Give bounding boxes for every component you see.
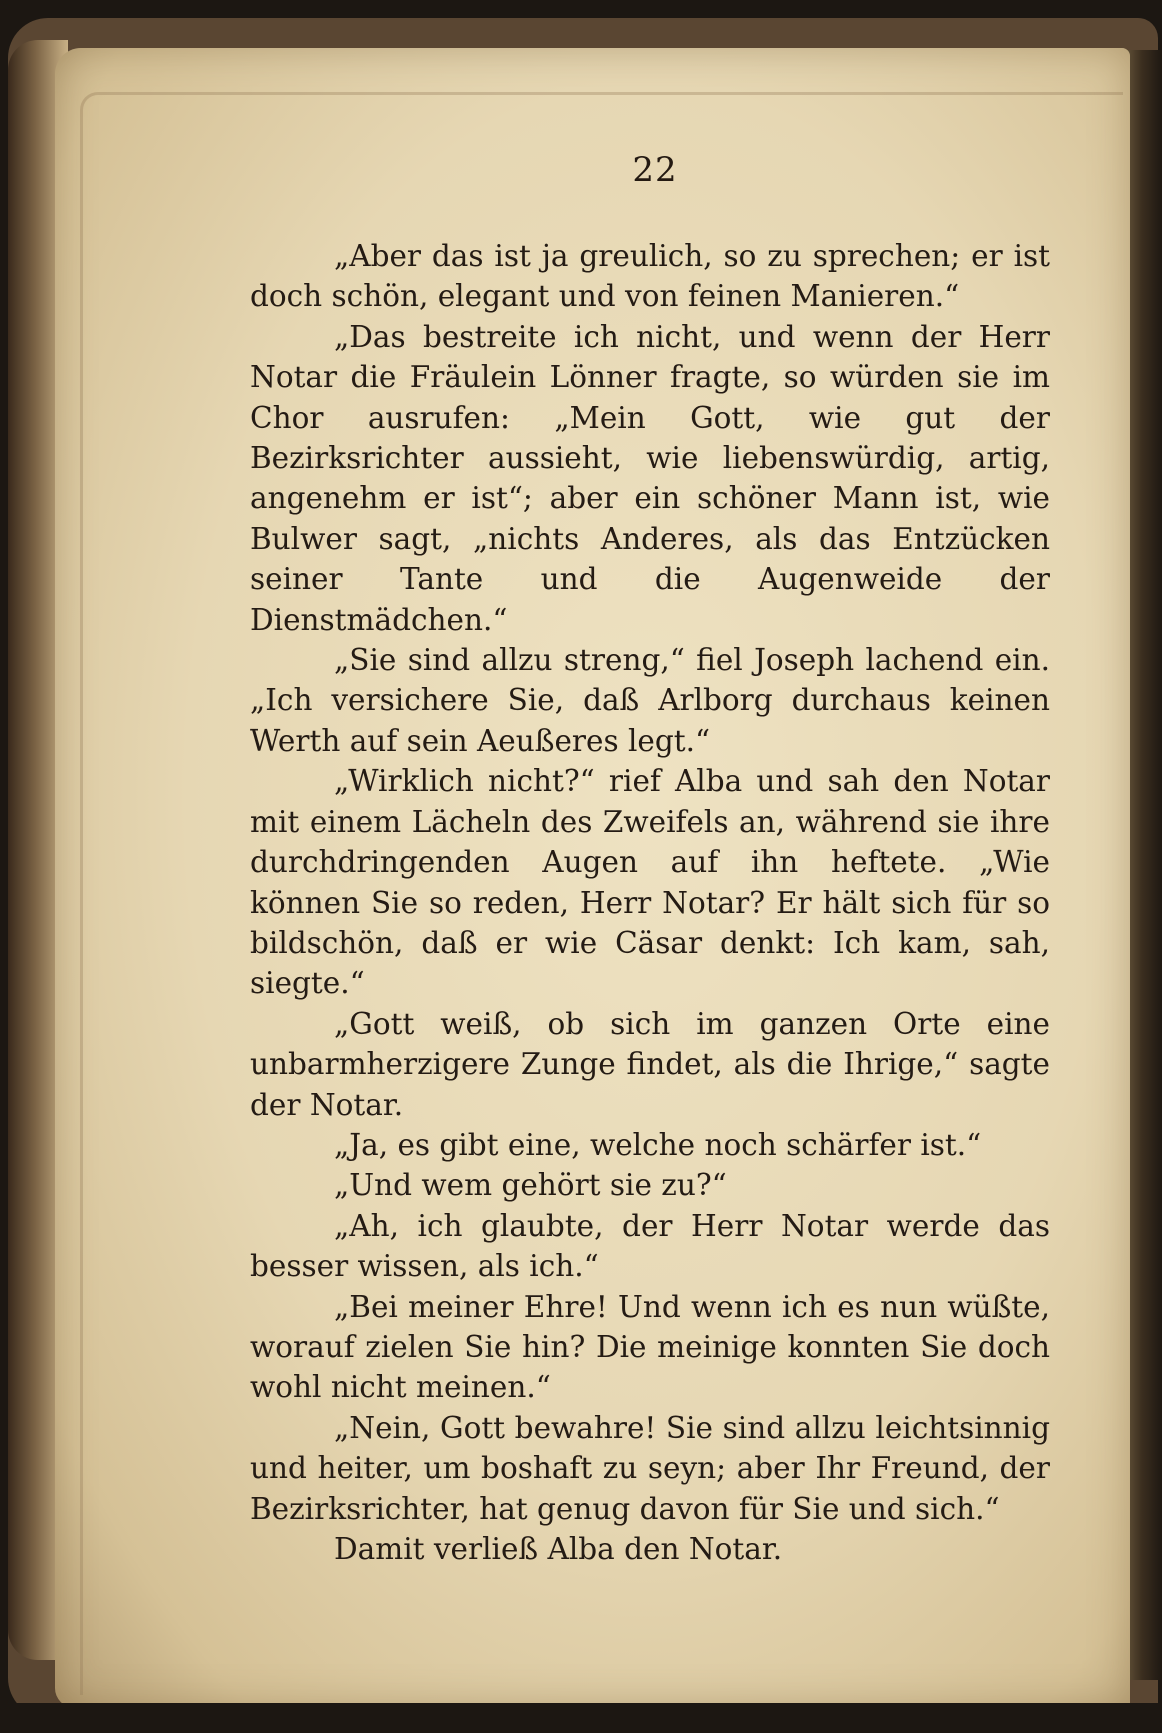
paragraph: „Und wem gehört sie zu?“ [334,1168,727,1203]
paragraph: Damit verließ Alba den Notar. [334,1532,783,1566]
paragraph: „Ah, ich glaubte, der Herr Notar werde das besser wissen, als ich.“ [250,1208,1050,1284]
paragraph: „Aber das ist ja greulich, so zu sprechen; er ist doch schön, elegant und von feinen Manieren.“ [250,239,1050,314]
paragraph: „Ja, es gibt eine, welche noch schärfer ist.“ [334,1127,982,1162]
paragraph: „Wirklich nicht?“ rief Alba und sah den Notar mit einem Lächeln des Zweifels an, während sie ihre durchdringenden Augen auf ihn heftete. „Wie können Sie so reden, Herr Notar? Er hält sich für so bildschön, daß er wie Cäsar denkt: Ich kam, sah, siegte.“ [250,764,1050,1001]
paragraph: „Gott weiß, ob sich im ganzen Orte eine unbarmherzigere Zunge findet, als die Ihrige,“ sagte der Notar. [250,1006,1050,1122]
paragraph: „Bei meiner Ehre! Und wenn ich es nun wüßte, worauf zielen Sie hin? Die meinige konnten Sie doch wohl nicht meinen.“ [250,1289,1050,1405]
page-text [250,236,1050,1569]
background-bottom [0,1703,1162,1733]
page-number: 22 [632,150,678,190]
paragraph: „Nein, Gott bewahre! Sie sind allzu leichtsinnig und heiter, um boshaft zu seyn; aber Ihr Freund, der Bezirksrichter, hat genug davon für Sie und sich.“ [250,1410,1050,1526]
paragraph: „Das bestreite ich nicht, und wenn der Herr Notar die Fräulein Lönner fragte, so würden sie im Chor ausrufen: „Mein Gott, wie gut der Bezirksrichter aussieht, wie liebenswürdig, artig, angenehm er ist“; aber ein schöner Mann ist, wie Bulwer sagt, „nichts Anderes, als das Entzücken seiner Tante und die Augenweide der Dienstmädchen.“ [250,319,1050,637]
paragraph: „Sie sind allzu streng,“ fiel Joseph lachend ein. „Ich versichere Sie, daß Arlborg durchaus keinen Werth auf sein Aeußeres legt.“ [250,643,1050,758]
